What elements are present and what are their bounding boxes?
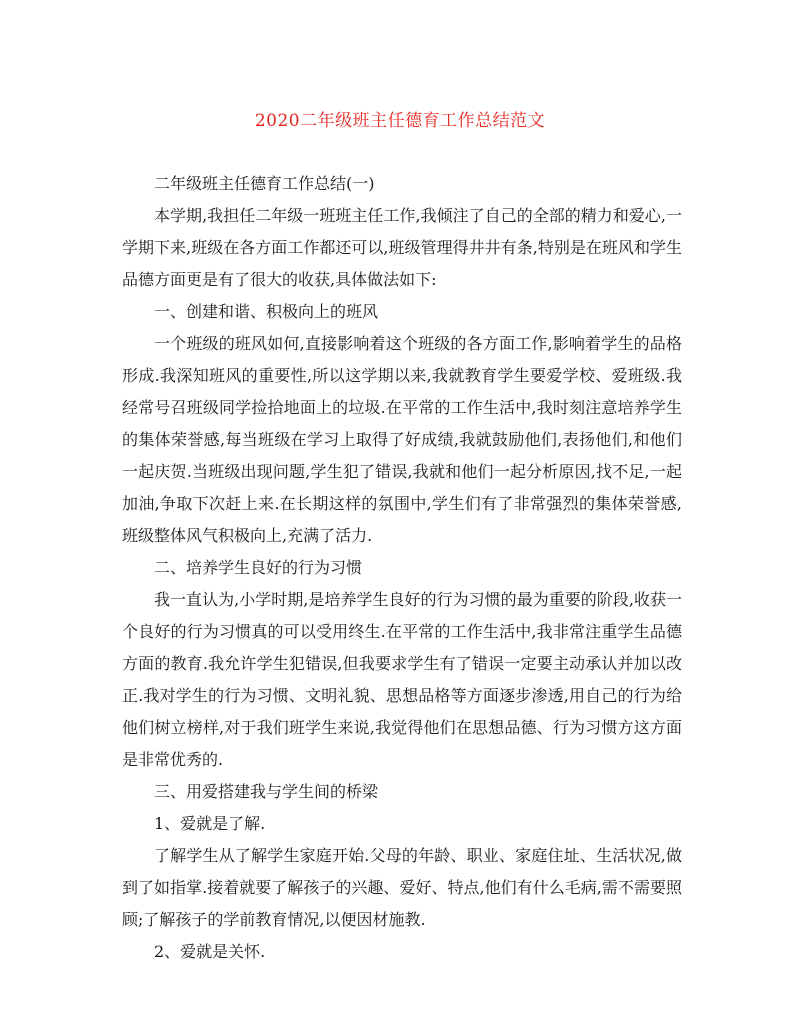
section-heading: 三、用爱搭建我与学生间的桥梁 bbox=[154, 782, 379, 801]
body-paragraph: 本学期,我担任二年级一班班主任工作,我倾注了自己的全部的精力和爱心,一学期下来,班级在各方面工作都还可以,班级管理得井井有条,特别是在班风和学生品德方面更是有了很大的收获,具体做法如下: bbox=[122, 206, 682, 289]
document-title: 2020二年级班主任德育工作总结范文 bbox=[254, 111, 546, 131]
document-body bbox=[122, 168, 682, 968]
body-paragraph: 我一直认为,小学时期,是培养学生良好的行为习惯的最为重要的阶段,收获一个良好的行为习惯真的可以受用终生.在平常的工作生活中,我非常注重学生品德方面的教育.我允许学生犯错误,但我要求学生有了错误一定要主动承认并加以改正.我对学生的行为习惯、文明礼貌、思想品格等方面逐步渗透,用自己的行为给他们树立榜样,对于我们班学生来说,我觉得他们在思想品德、行为习惯方这方面是非常优秀的. bbox=[122, 590, 682, 769]
section-heading: 二年级班主任德育工作总结(一) bbox=[154, 174, 375, 193]
body-paragraph: 一个班级的班风如何,直接影响着这个班级的各方面工作,影响着学生的品格形成.我深知班风的重要性,所以这学期以来,我就教育学生要爱学校、爱班级.我经常号召班级同学捡拾地面上的垃圾.在平常的工作生活中,我时刻注意培养学生的集体荣誉感,每当班级在学习上取得了好成绩,我就鼓励他们,表扬他们,和他们一起庆贺.当班级出现问题,学生犯了错误,我就和他们一起分析原因,找不足,一起加油,争取下次赶上来.在长期这样的氛围中,学生们有了非常强烈的集体荣誉感,班级整体风气积极向上,充满了活力. bbox=[122, 334, 682, 545]
section-heading: 二、培养学生良好的行为习惯 bbox=[154, 558, 363, 577]
sub-heading: 2、爱就是关怀. bbox=[154, 942, 266, 961]
sub-heading: 1、爱就是了解. bbox=[154, 814, 266, 833]
section-heading: 一、创建和谐、积极向上的班风 bbox=[154, 302, 379, 321]
body-paragraph: 了解学生从了解学生家庭开始.父母的年龄、职业、家庭住址、生活状况,做到了如指掌.接着就要了解孩子的兴趣、爱好、特点,他们有什么毛病,需不需要照顾;了解孩子的学前教育情况,以便因材施教. bbox=[122, 846, 682, 929]
